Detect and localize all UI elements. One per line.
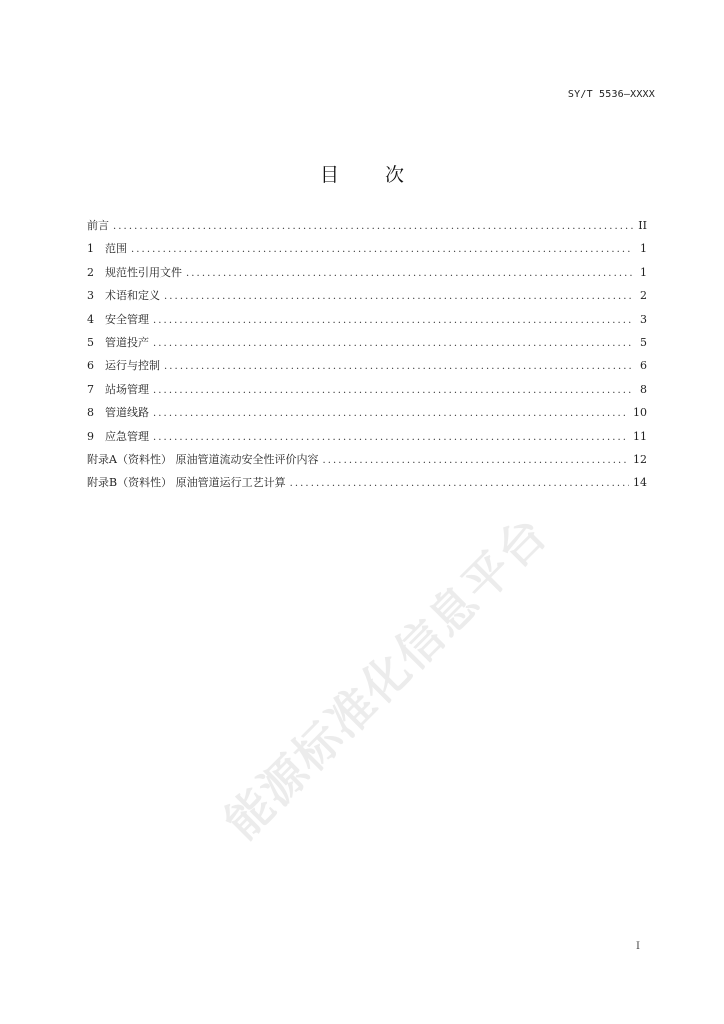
toc-entry-8[interactable] xyxy=(87,404,647,427)
footer-page-number: I xyxy=(636,941,640,952)
toc-entry-1[interactable] xyxy=(87,240,647,263)
toc-label: 管道投产 xyxy=(105,335,149,349)
document-code: SY/T 5536—XXXX xyxy=(567,89,655,100)
dot-leader xyxy=(290,478,629,489)
dot-leader xyxy=(153,408,629,419)
toc-entry-foreword[interactable] xyxy=(87,217,647,240)
dot-leader xyxy=(322,455,629,466)
toc-page-number: II xyxy=(638,219,647,232)
toc-number: 3 xyxy=(87,289,94,303)
page-title xyxy=(0,160,724,187)
toc-label: 范围 xyxy=(105,242,127,256)
toc-entry-5[interactable] xyxy=(87,334,647,357)
toc-page-number: 14 xyxy=(633,476,647,490)
table-of-contents xyxy=(87,217,647,498)
toc-page-number: 8 xyxy=(640,382,647,396)
dot-leader xyxy=(153,315,633,326)
dot-leader xyxy=(164,361,633,372)
dot-leader xyxy=(131,244,633,255)
dot-leader xyxy=(153,385,633,396)
toc-page-number: 2 xyxy=(640,289,647,303)
toc-entry-6[interactable] xyxy=(87,357,647,380)
toc-page-number: 1 xyxy=(640,265,647,279)
dot-leader xyxy=(113,221,633,232)
dot-leader xyxy=(186,268,633,279)
toc-number: 4 xyxy=(87,312,94,326)
toc-page-number: 12 xyxy=(633,452,647,466)
toc-page-number: 1 xyxy=(640,242,647,256)
dot-leader xyxy=(153,338,633,349)
toc-page-number: 11 xyxy=(633,429,647,443)
toc-label: 附录A（资料性） 原油管道流动安全性评价内容 xyxy=(87,452,319,466)
toc-page-number: 5 xyxy=(640,335,647,349)
toc-label: 管道线路 xyxy=(105,406,149,420)
watermark-text: 能源标准化信息平台 xyxy=(214,505,559,850)
toc-entry-7[interactable] xyxy=(87,381,647,404)
toc-number: 1 xyxy=(87,242,94,256)
toc-page-number: 6 xyxy=(640,359,647,373)
toc-label: 运行与控制 xyxy=(105,359,160,373)
title-part-1: 目 xyxy=(319,164,339,186)
toc-entry-4[interactable] xyxy=(87,311,647,334)
toc-label: 术语和定义 xyxy=(105,289,160,303)
dot-leader xyxy=(153,432,629,443)
toc-entry-2[interactable] xyxy=(87,264,647,287)
toc-entry-9[interactable] xyxy=(87,428,647,451)
toc-label: 前言 xyxy=(87,219,109,232)
toc-label: 安全管理 xyxy=(105,312,149,326)
toc-entry-appendix-a[interactable] xyxy=(87,451,647,474)
toc-label: 站场管理 xyxy=(105,382,149,396)
toc-number: 8 xyxy=(87,406,94,420)
toc-page-number: 10 xyxy=(633,406,647,420)
toc-entry-appendix-b[interactable] xyxy=(87,474,647,497)
toc-label: 附录B（资料性） 原油管道运行工艺计算 xyxy=(87,476,286,490)
toc-page-number: 3 xyxy=(640,312,647,326)
title-part-2: 次 xyxy=(385,164,405,186)
toc-number: 9 xyxy=(87,429,94,443)
toc-number: 7 xyxy=(87,382,94,396)
toc-number: 5 xyxy=(87,335,94,349)
toc-label: 规范性引用文件 xyxy=(105,265,182,279)
toc-number: 6 xyxy=(87,359,94,373)
toc-entry-3[interactable] xyxy=(87,287,647,310)
dot-leader xyxy=(164,291,633,302)
toc-label: 应急管理 xyxy=(105,429,149,443)
toc-number: 2 xyxy=(87,265,94,279)
